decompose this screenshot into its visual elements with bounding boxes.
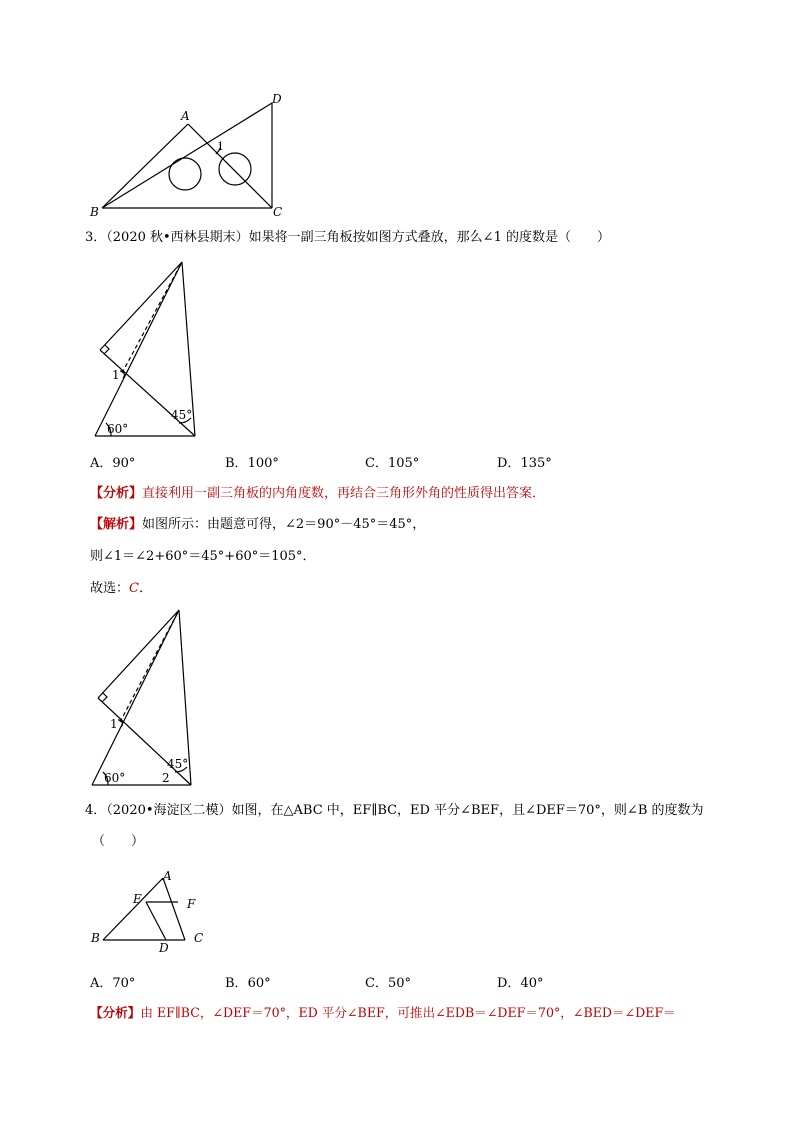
q3-label-1: 1 xyxy=(112,368,120,382)
q3-option-a-value: 90° xyxy=(112,456,136,471)
q3-figure xyxy=(85,258,205,443)
q3-option-d-value: 135° xyxy=(520,456,552,471)
q3-answer xyxy=(90,580,152,598)
q3-label-45: 45° xyxy=(171,408,193,422)
q3-solution-2 xyxy=(90,548,316,566)
q3-solution-figure xyxy=(83,605,203,790)
q4-option-a-letter: A． xyxy=(90,976,113,991)
q4-label-B: B xyxy=(91,931,100,945)
q3-question xyxy=(85,229,610,247)
label-D: D xyxy=(272,92,282,106)
label-C: C xyxy=(273,205,283,219)
q3-option-a-letter: A． xyxy=(90,456,113,471)
q3-option-c-value: 105° xyxy=(387,456,420,471)
q3-answer-suffix: ． xyxy=(138,581,152,596)
q3-solution-tag: 【解析】 xyxy=(90,517,143,532)
q4-option-d-value: 40° xyxy=(520,976,544,991)
q4-option-c[interactable] xyxy=(365,972,411,991)
q3-answer-letter: C xyxy=(129,581,139,596)
q4-label-D: D xyxy=(159,941,169,954)
q4-option-d[interactable] xyxy=(497,972,543,991)
q3-option-d[interactable] xyxy=(497,452,552,471)
figure-top-triangles xyxy=(80,88,300,223)
q4-text: 如图，在△ABC 中，EF∥BC，ED 平分∠BEF，且∠DEF＝70°，则∠B 的度数为 xyxy=(231,803,704,818)
q3-option-b-value: 100° xyxy=(247,456,279,471)
q4-option-b[interactable] xyxy=(225,972,271,991)
q4-analysis xyxy=(90,1004,676,1022)
q4-option-c-letter: C． xyxy=(365,976,388,991)
q3-text: 如果将一副三角板按如图方式叠放，那么∠1 的度数是（ ） xyxy=(248,230,610,245)
label-angle-1: 1 xyxy=(217,140,224,153)
q3-sol-label-45: 45° xyxy=(167,757,189,771)
q3-analysis-tag: 【分析】 xyxy=(90,486,143,501)
q3-option-b[interactable] xyxy=(225,452,279,471)
q4-question xyxy=(85,802,704,820)
q3-number: 3． xyxy=(85,230,107,245)
q3-solution-line1: 如图所示：由题意可得，∠2＝90°－45°＝45°， xyxy=(142,517,426,532)
q3-sol-label-2: 2 xyxy=(162,771,170,785)
q4-option-a[interactable] xyxy=(90,972,135,991)
q3-source: （2020 秋•西林县期末） xyxy=(106,230,249,245)
q3-option-c[interactable] xyxy=(365,452,419,471)
q4-analysis-tag: 【分析】 xyxy=(90,1005,141,1020)
q4-option-b-letter: B． xyxy=(225,976,248,991)
q3-solution-line2: 则∠1＝∠2+60°＝45°+60°＝105°． xyxy=(90,549,316,564)
q4-source: （2020•海淀区二模） xyxy=(106,803,232,818)
q3-option-d-letter: D． xyxy=(497,456,521,471)
label-B: B xyxy=(90,205,99,219)
q4-label-A: A xyxy=(163,869,172,883)
q4-number: 4． xyxy=(85,803,107,818)
q3-analysis-text: 直接利用一副三角板的内角度数，再结合三角形外角的性质得出答案． xyxy=(142,486,546,501)
q3-sol-label-60: 60° xyxy=(104,771,126,785)
q4-label-E: E xyxy=(133,892,142,906)
q3-sol-label-1: 1 xyxy=(110,717,118,731)
q4-analysis-text: 由 EF∥BC，∠DEF＝70°，ED 平分∠BEF，可推出∠EDB＝∠DEF＝70°，∠BED＝∠DEF＝ xyxy=(140,1005,676,1020)
q3-solution-1 xyxy=(90,516,425,534)
q3-label-60: 60° xyxy=(107,422,129,436)
q3-option-a[interactable] xyxy=(90,452,135,471)
q4-option-a-value: 70° xyxy=(112,976,136,991)
label-A: A xyxy=(181,109,190,123)
q3-option-b-letter: B． xyxy=(225,456,248,471)
q4-option-c-value: 50° xyxy=(387,976,411,991)
q3-analysis xyxy=(90,485,545,503)
q3-option-c-letter: C． xyxy=(365,456,388,471)
q4-paren: （ ） xyxy=(92,834,145,849)
q4-label-F: F xyxy=(187,897,196,911)
q3-answer-prefix: 故选： xyxy=(90,581,130,596)
q4-figure xyxy=(88,864,213,954)
q4-option-d-letter: D． xyxy=(497,976,521,991)
q4-label-C: C xyxy=(194,931,204,945)
q4-option-b-value: 60° xyxy=(247,976,271,991)
